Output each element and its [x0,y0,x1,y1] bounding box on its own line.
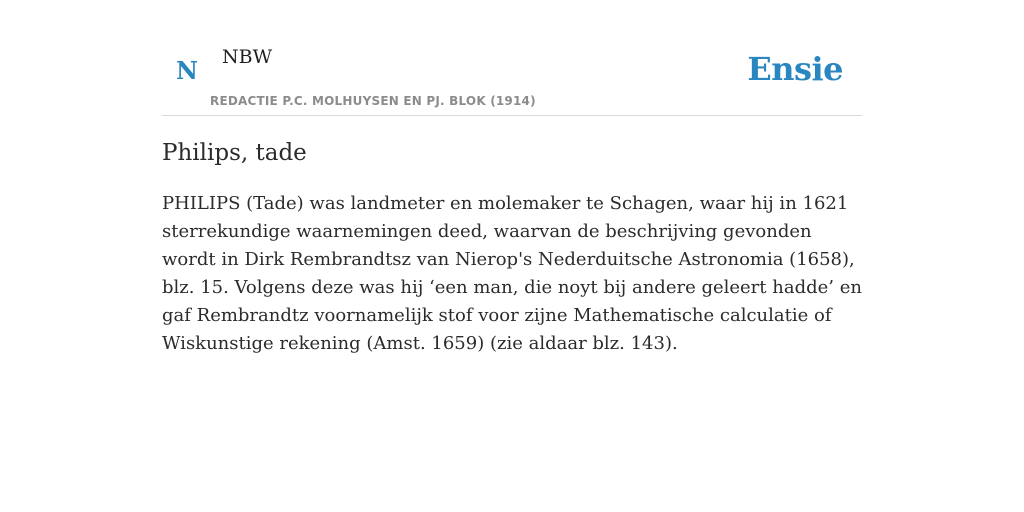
page [162,0,862,358]
source-header [162,44,862,116]
article-body: PHILIPS (Tade) was landmeter en molemaker te Schagen, waar hij in 1621 sterrekundige waarnemingen deed, waarvan de beschrijving gevonden wordt in Dirk Rembrandtsz van Nierop's Nederduitsche Astronomia (1658), blz. 15. Volgens deze was hij ‘een man, die noyt bij andere geleert hadde’ en gaf Rembrandtz voornamelijk stof voor zijne Mathematische calculatie of Wiskunstige rekening (Amst. 1659) (zie aldaar blz. 143). [162,193,862,354]
brand-logo[interactable]: Ensie [747,50,843,88]
source-subtitle: REDACTIE P.C. MOLHUYSEN EN PJ. BLOK (1914) [210,94,536,108]
source-logo[interactable]: N [176,56,198,85]
article-title: Philips, tade [162,140,307,166]
source-title[interactable]: NBW [222,46,273,68]
